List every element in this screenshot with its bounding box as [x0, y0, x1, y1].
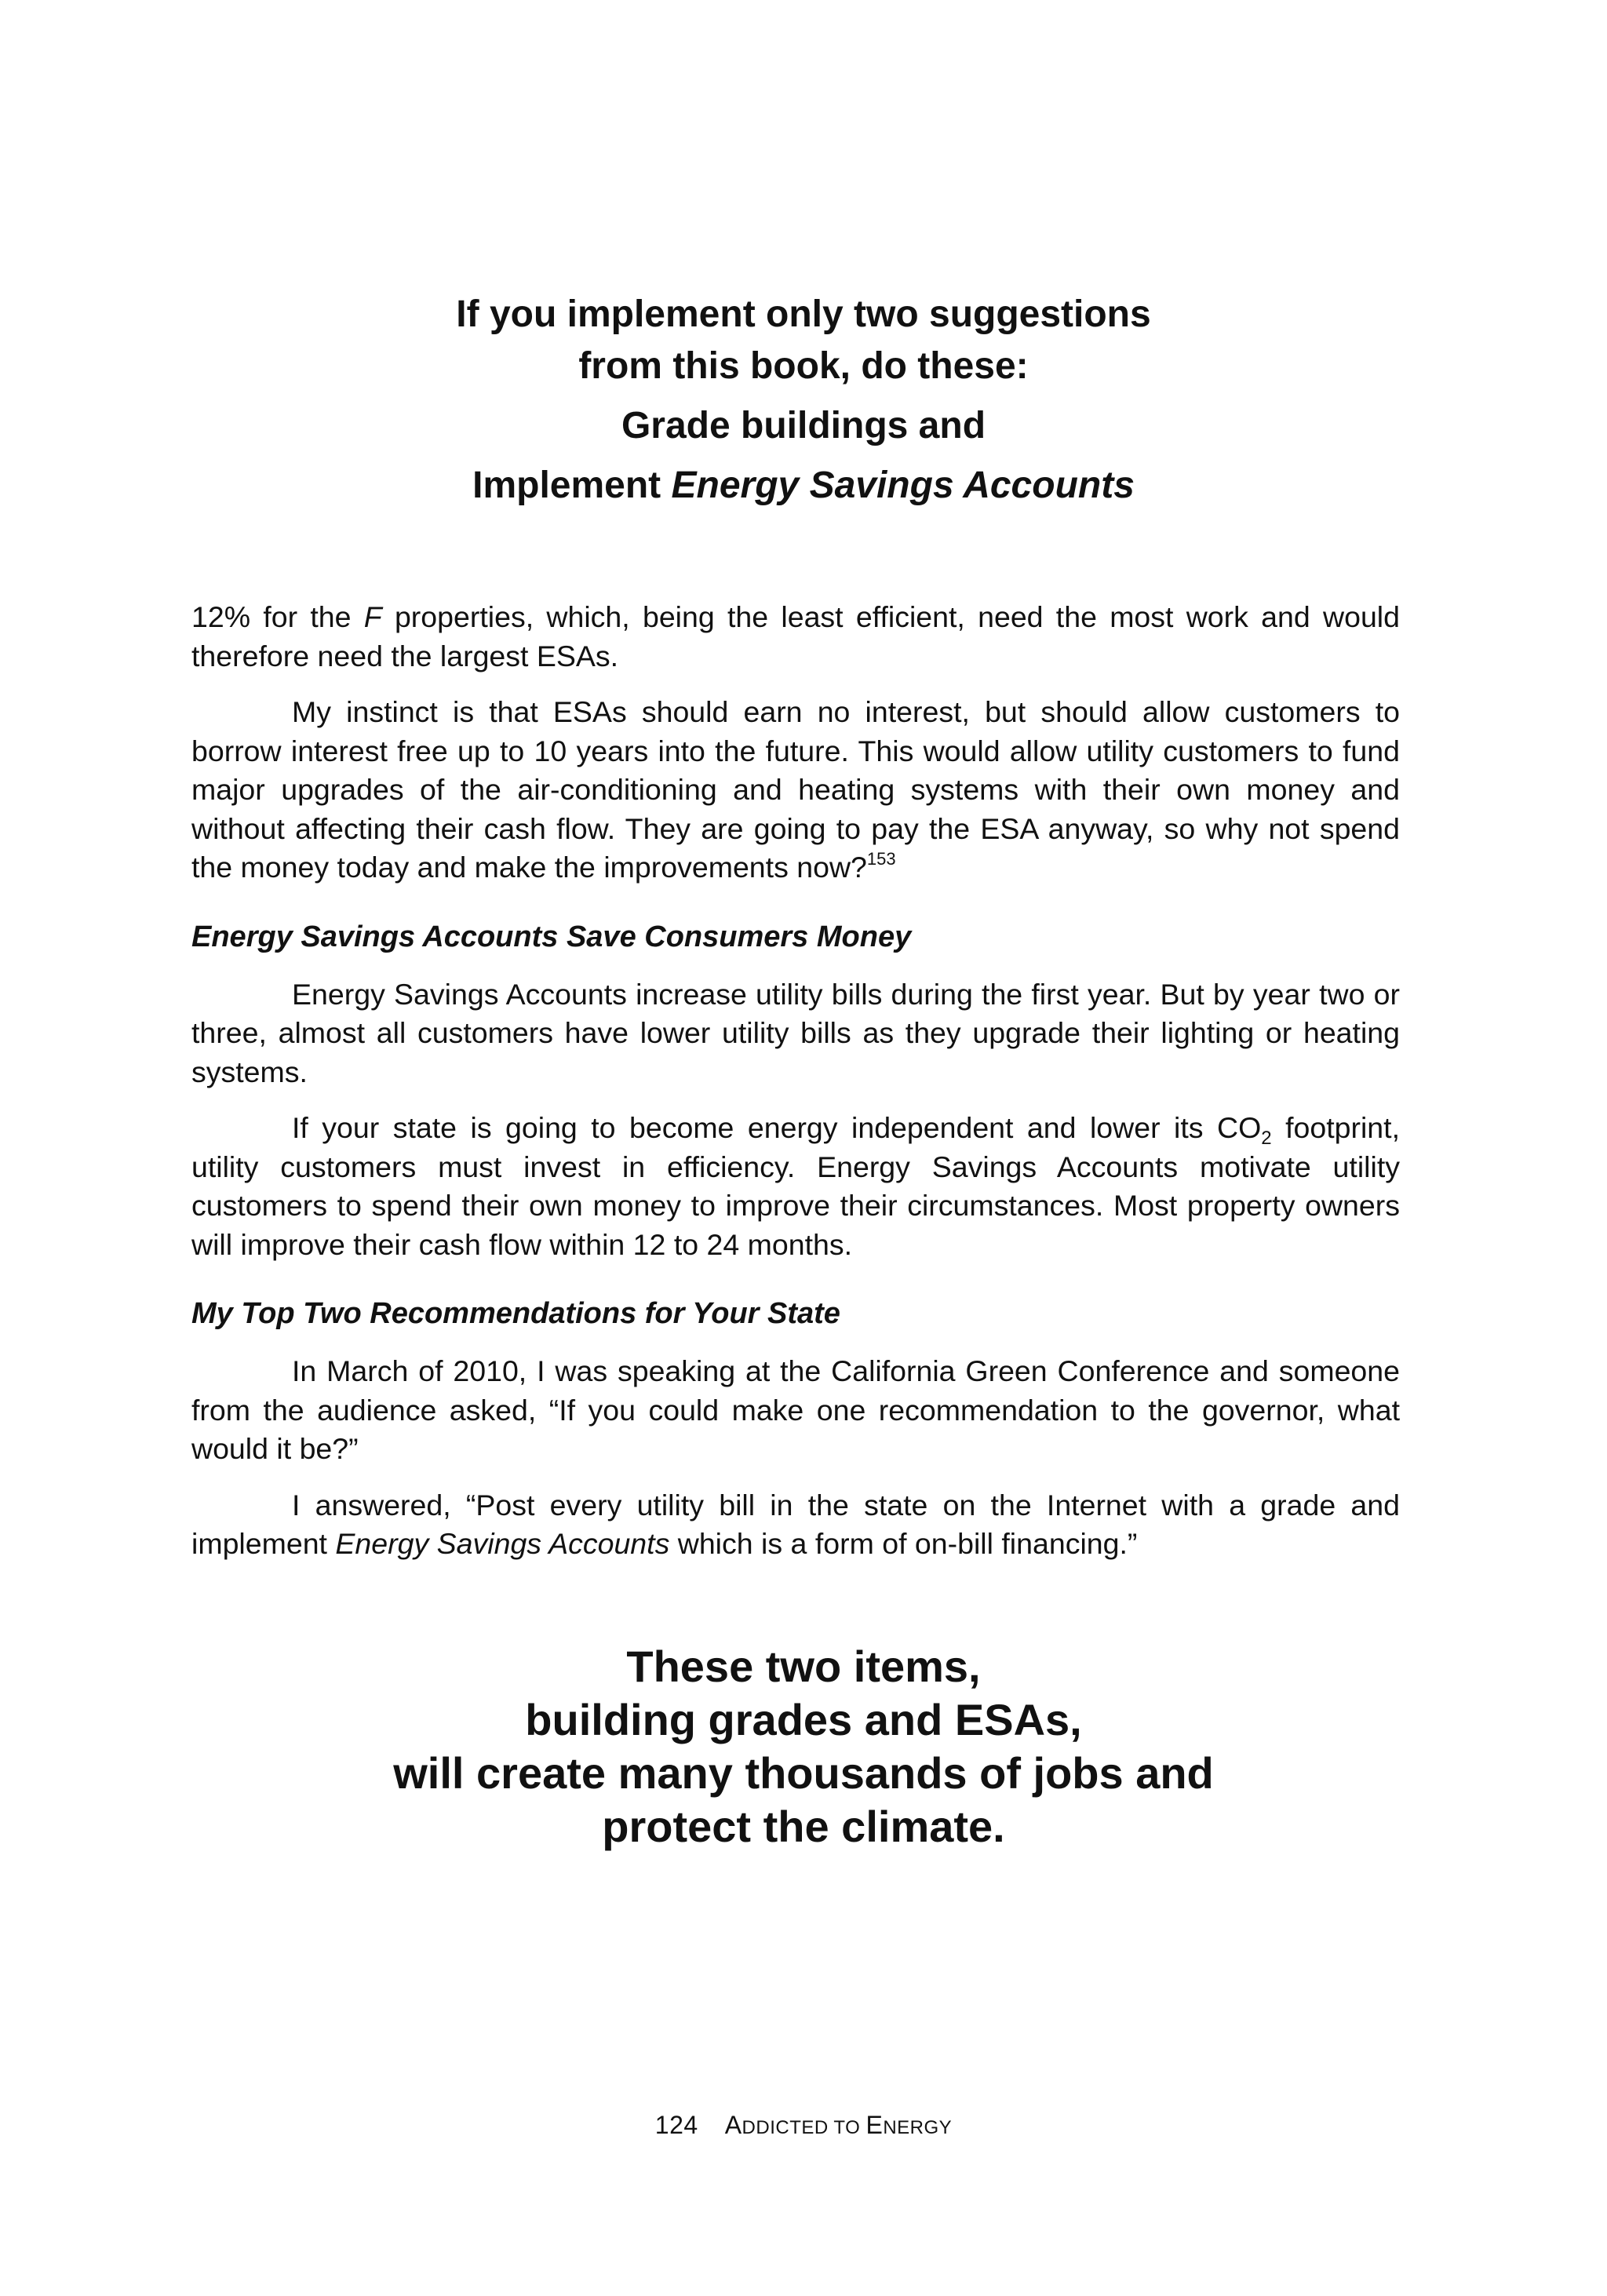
running-title — [725, 2111, 953, 2139]
co2-subscript: 2 — [1261, 1128, 1272, 1149]
paragraph-2 — [191, 693, 1400, 887]
paragraph-1-start: 12% for the — [191, 600, 364, 633]
title-cap-e: E — [865, 2111, 884, 2139]
paragraph-3: Energy Savings Accounts increase utility bills during the first year. But by year two or three, almost all customers have lower utility bills as they upgrade their lighting or heating systems. — [191, 977, 1400, 1088]
paragraph-1-italic: F — [363, 600, 382, 633]
header-callout-line-1: If you implement only two suggestions — [456, 293, 1151, 335]
title-cap-a: A — [724, 2111, 742, 2139]
header-callout-line-4-prefix: Implement — [472, 465, 672, 506]
page-number: 124 — [654, 2111, 698, 2139]
paragraph-1-end: properties, which, being the least efficient, need the most work and would therefore need the largest ESAs. — [191, 600, 1400, 672]
header-callout-line-3: Grade buildings and — [621, 405, 986, 446]
paragraph-1 — [191, 598, 1400, 676]
paragraph-4-start: If your state is going to become energy independent and lower its CO — [292, 1111, 1262, 1144]
bottom-callout-line-2: building grades and ESAs, — [525, 1695, 1082, 1744]
paragraph-6-start: I answered, “Post every utility bill in the state on the Internet with a grade and implement — [191, 1488, 1400, 1560]
title-rest-e: NERGY — [883, 2117, 953, 2138]
page-footer — [0, 2111, 1607, 2140]
paragraph-6-italic: Energy Savings Accounts — [335, 1527, 670, 1560]
paragraph-4-end: footprint, utility customers must invest in efficiency. Energy Savings Accounts motivate utility customers to spend their own money to improve their circumstances. Most property owners will improve their cash flow within 12 to 24 months. — [191, 1111, 1400, 1261]
header-callout-line-4-italic: Energy Savings Accounts — [671, 465, 1135, 506]
paragraph-5: In March of 2010, I was speaking at the California Green Conference and someone from the audience asked, “If you could make one recommendation to the governor, what would it be?” — [191, 1354, 1400, 1465]
paragraph-4 — [191, 1109, 1400, 1264]
header-callout-line-2: from this book, do these: — [578, 345, 1029, 387]
paragraph-6-end: which is a form of on-bill financing.” — [669, 1527, 1138, 1560]
title-rest-a: DDICTED TO — [742, 2117, 866, 2138]
header-callout — [0, 289, 1607, 512]
body-text — [191, 598, 1400, 1581]
section-heading-recommendations: My Top Two Recommendations for Your State — [191, 1297, 840, 1330]
bottom-callout-line-3: will create many thousands of jobs and — [393, 1748, 1214, 1798]
section-heading-esa: Energy Savings Accounts Save Consumers Money — [191, 920, 912, 953]
header-callout-line-4 — [0, 460, 1607, 512]
bottom-callout — [0, 1640, 1607, 1853]
bottom-callout-line-4: protect the climate. — [602, 1802, 1005, 1851]
bottom-callout-line-1: These two items, — [626, 1642, 981, 1691]
paragraph-2-text: My instinct is that ESAs should earn no interest, but should allow customers to borrow interest free up to 10 years into the future. This would allow utility customers to fund major upgrades of the air-conditioning and heating systems with their own money and without affecting their cash flow. They are going to pay the ESA anyway, so why not spend the money today and make the improvements now? — [191, 695, 1400, 884]
footnote-marker: 153 — [866, 849, 896, 869]
paragraph-6 — [191, 1486, 1400, 1564]
